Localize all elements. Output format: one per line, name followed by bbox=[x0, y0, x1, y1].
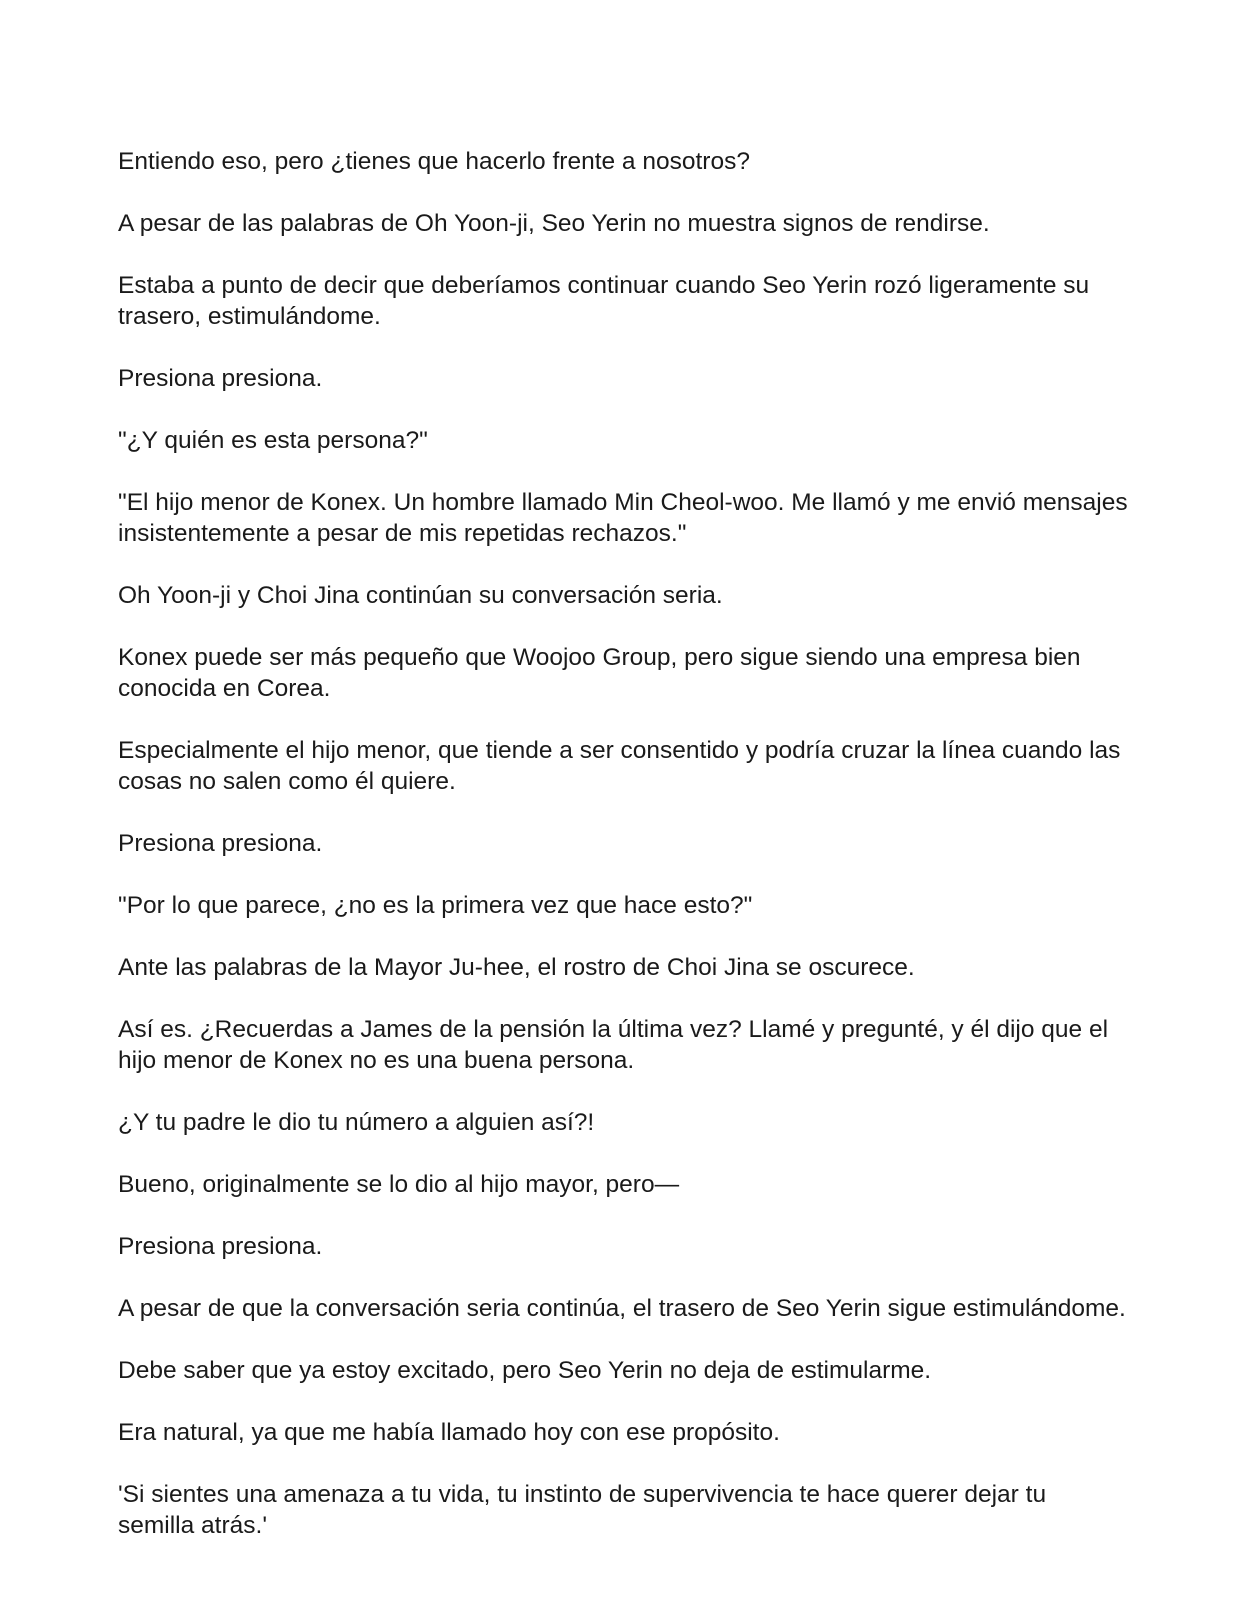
paragraph: Entiendo eso, pero ¿tienes que hacerlo frente a nosotros? bbox=[118, 148, 750, 175]
paragraph: A pesar de que la conversación seria continúa, el trasero de Seo Yerin sigue estimulándome. bbox=[118, 1295, 1126, 1322]
paragraph: Ante las palabras de la Mayor Ju-hee, el rostro de Choi Jina se oscurece. bbox=[118, 954, 915, 981]
paragraph: Era natural, ya que me había llamado hoy con ese propósito. bbox=[118, 1419, 780, 1446]
paragraph: Bueno, originalmente se lo dio al hijo mayor, pero— bbox=[118, 1171, 680, 1198]
paragraph: Especialmente el hijo menor, que tiende a ser consentido y podría cruzar la línea cuando las cosas no salen como él quiere. bbox=[118, 737, 1121, 795]
paragraph: Konex puede ser más pequeño que Woojoo Group, pero sigue siendo una empresa bien conocida en Corea. bbox=[118, 644, 1081, 702]
paragraph: "Por lo que parece, ¿no es la primera vez que hace esto?" bbox=[118, 892, 753, 919]
paragraph: Presiona presiona. bbox=[118, 365, 323, 392]
paragraph: Presiona presiona. bbox=[118, 830, 323, 857]
paragraph: Presiona presiona. bbox=[118, 1233, 323, 1260]
paragraph: Oh Yoon-ji y Choi Jina continúan su conversación seria. bbox=[118, 582, 723, 609]
paragraph: "¿Y quién es esta persona?" bbox=[118, 427, 428, 454]
paragraph: 'Si sientes una amenaza a tu vida, tu instinto de supervivencia te hace querer dejar tu semilla atrás.' bbox=[118, 1481, 1047, 1539]
document-body bbox=[118, 146, 1128, 1572]
paragraph: ¿Y tu padre le dio tu número a alguien así?! bbox=[118, 1109, 595, 1136]
paragraph: Debe saber que ya estoy excitado, pero Seo Yerin no deja de estimularme. bbox=[118, 1357, 932, 1384]
paragraph: Estaba a punto de decir que deberíamos continuar cuando Seo Yerin rozó ligeramente su trasero, estimulándome. bbox=[118, 272, 1090, 330]
paragraph: Así es. ¿Recuerdas a James de la pensión la última vez? Llamé y pregunté, y él dijo que el hijo menor de Konex no es una buena persona. bbox=[118, 1016, 1109, 1074]
paragraph: "El hijo menor de Konex. Un hombre llamado Min Cheol-woo. Me llamó y me envió mensajes insistentemente a pesar de mis repetidas rechazos." bbox=[118, 489, 1128, 547]
paragraph: A pesar de las palabras de Oh Yoon-ji, Seo Yerin no muestra signos de rendirse. bbox=[118, 210, 990, 237]
